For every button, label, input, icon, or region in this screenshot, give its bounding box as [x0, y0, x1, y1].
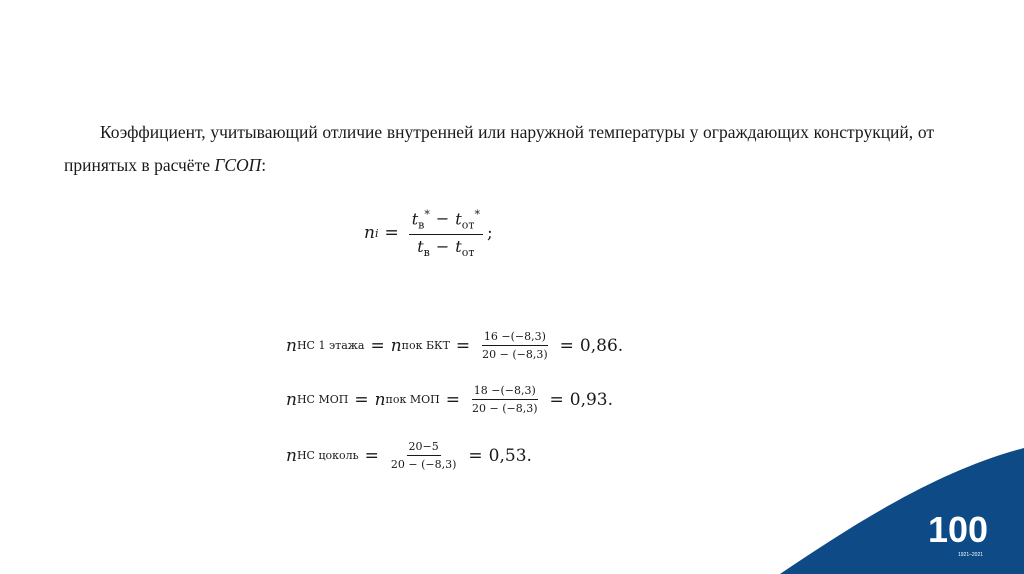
calc-fraction: $\frac{18 -(-8,3)}{20 - (-8,3)}$: [472, 384, 538, 415]
calc-ns-plinth: n НС цоколь = $\frac{20-5}{20 - (-8,3)}$ = 0,53.: [286, 440, 532, 471]
formula-numerator: $t_в^* - t_{от}^*$: [409, 208, 483, 235]
formula-denominator: $t_в - t_{от}$: [417, 236, 475, 259]
formula-lhs: n: [364, 223, 375, 244]
gsop-term: ГСОП: [214, 155, 262, 175]
logo-100-text: 100: [928, 509, 989, 550]
formula-lhs-sub: i: [374, 226, 379, 240]
calc-ns-1-floor: n НС 1 этажа = n пок БКТ = $\frac{16 -(-8,3)}{20 - (-8,3)}$ = 0,86.: [286, 330, 624, 361]
calc-result: 0,93.: [569, 389, 614, 410]
calc-result: 0,86.: [579, 335, 624, 356]
paragraph-end: :: [261, 155, 267, 175]
calc-fraction: $\frac{20-5}{20 - (-8,3)}$: [390, 440, 457, 471]
logo-years-text: 1921–2021: [958, 552, 984, 558]
calc-ns-mop: n НС МОП = n пок МОП = $\frac{18 -(-8,3)}{20 - (-8,3)}$ = 0,93.: [286, 384, 614, 415]
formula-end: ;: [486, 223, 493, 244]
calc-fraction: $\frac{16 -(-8,3)}{20 - (-8,3)}$: [482, 330, 548, 361]
paragraph-text: Коэффициент, учитывающий отличие внутренней или наружной температуры у ограждающих конструкций, от принятых в расчёте: [64, 122, 934, 175]
calc-result: 0,53.: [488, 445, 532, 466]
formula-eq: =: [384, 223, 399, 244]
